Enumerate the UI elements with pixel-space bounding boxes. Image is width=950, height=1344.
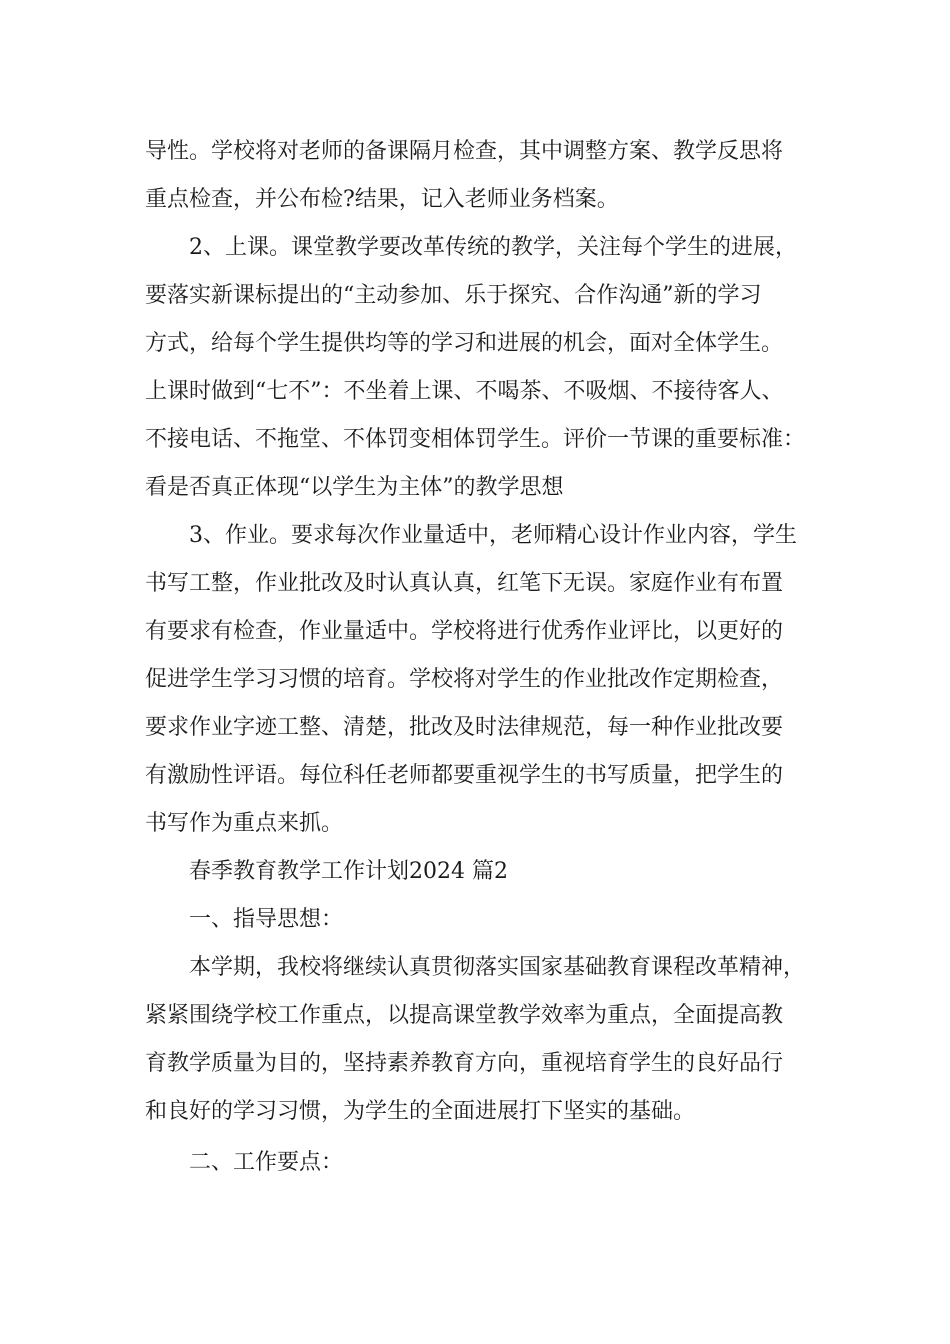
section-heading-plan-2: 春季教育教学工作计划2024 篇2 (189, 859, 508, 884)
paragraph-guiding-ideology: 本学期，我校将继续认真贯彻落实国家基础教育课程改革精神， 紧紧围绕学校工作重点，以提高课堂教学效率为重点，全面提高教 育教学质量为目的，坚持素养教育方向，重视培育学生的良好品行 和良好的学习习惯，为学生的全面进展打下坚实的基础。 (145, 955, 806, 1124)
document-body (145, 128, 825, 1187)
paragraph-homework: 3、作业。要求每次作业量适中，老师精心设计作业内容，学生 书写工整，作业批改及时认真认真，红笔下无误。家庭作业有布置 有要求有检查，作业量适中。学校将进行优秀作业评比，以更好的 促进学生学习习惯的培育。学校将对学生的作业批改作定期检查， 要求作业字迹工整、清楚，批改及时法律规范，每一种作业批改要 有激励性评语。每位科任老师都要重视学生的书写质量，把学生的 书写作为重点来抓。 (145, 523, 797, 836)
paragraph-lesson-prep-continued: 导性。学校将对老师的备课隔月检查，其中调整方案、教学反思将 重点检查，并公布检?结果，记入老师业务档案。 (145, 139, 784, 212)
heading-work-points: 二、工作要点： (189, 1150, 344, 1175)
paragraph-classroom-teaching: 2、上课。课堂教学要改革传统的教学，关注每个学生的进展， 要落实新课标提出的“主动参加、乐于探究、合作沟通”新的学习 方式，给每个学生提供均等的学习和进展的机会，面对全体学生。 上课时做到“七不”：不坐着上课、不喝茶、不吸烟、不接待客人、 不接电话、不拖堂、不体罚变相体罚学生。评价一节课的重要标准： 看是否真正体现“以学生为主体”的教学思想 (145, 235, 806, 500)
heading-guiding-ideology: 一、指导思想： (189, 907, 344, 932)
